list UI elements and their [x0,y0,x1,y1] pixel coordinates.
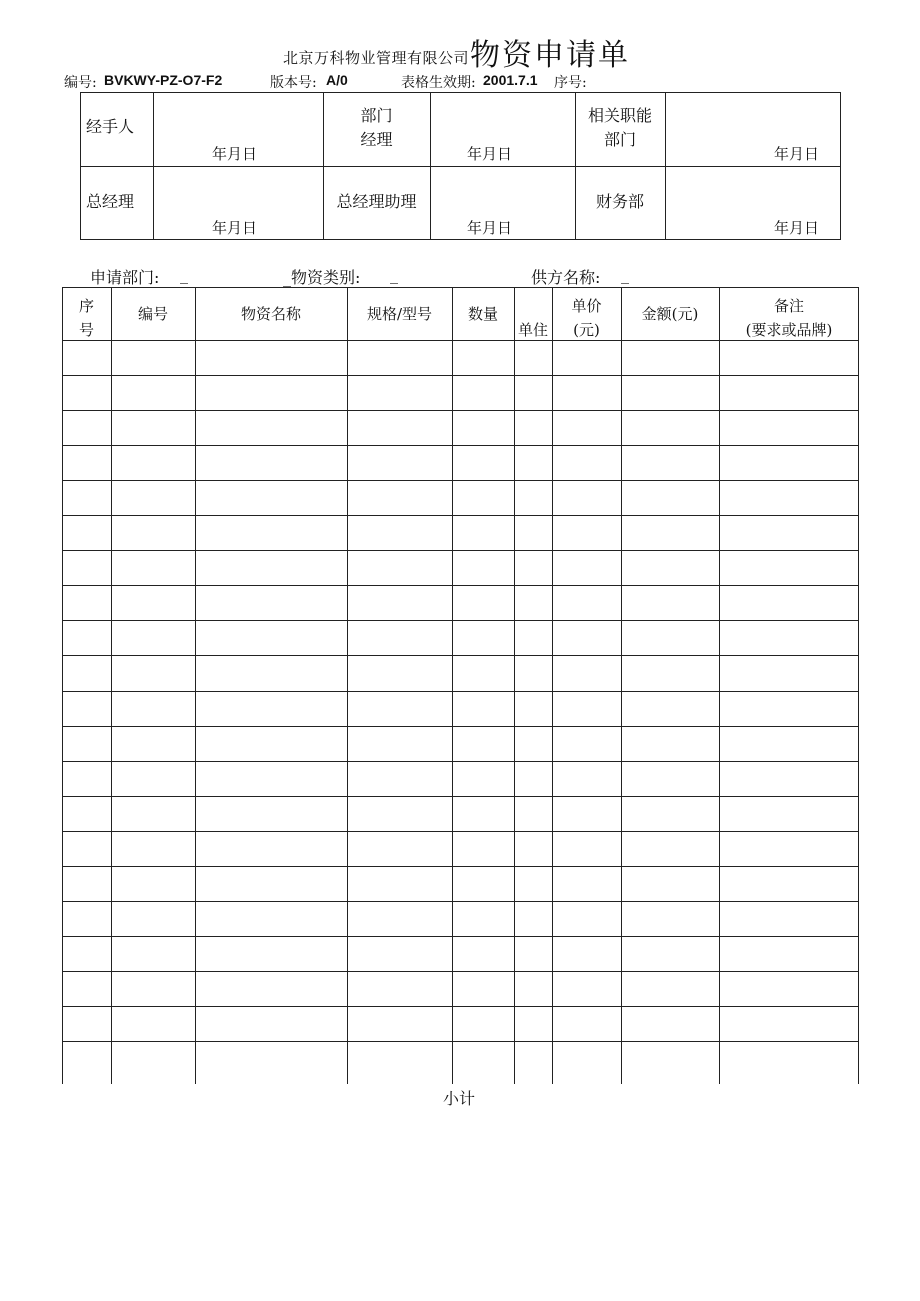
table-column-line [719,287,720,1084]
gm-assistant-date: 年月日 [467,219,513,237]
finance-date: 年月日 [774,219,820,237]
table-row-line [62,410,859,411]
grid-line [81,166,840,167]
table-row-line [62,287,859,288]
version-value: A/0 [326,72,348,88]
table-row-line [62,691,859,692]
header-price-2: (元) [573,321,600,339]
dept-manager-label-1: 部门 [360,106,393,125]
header-name: 物资名称 [240,305,301,323]
table-row-line [62,796,859,797]
table-row-line [62,550,859,551]
header-remark-1: 备注 [773,297,804,315]
finance-label: 财务部 [595,192,644,211]
approval-table [80,92,841,240]
items-table [62,287,859,1084]
table-row-line [62,375,859,376]
header-seq-2: 号 [78,321,94,339]
table-column-line [195,287,196,1084]
serial-label: 序号: [554,75,587,91]
table-column-line [514,287,515,1084]
header-code: 编号 [137,305,168,323]
effective-value: 2001.7.1 [483,72,538,88]
table-row-line [62,480,859,481]
header-remark-2: (要求或品牌) [745,321,833,339]
table-row-line [62,620,859,621]
request-dept-value: _ [180,265,188,284]
table-row-line [62,445,859,446]
code-label: 编号: [64,75,97,91]
table-row-line [62,655,859,656]
subtotal-label: 小计 [443,1089,476,1108]
company-name: 北京万科物业管理有限公司 [283,49,470,67]
dept-manager-label-2: 经理 [360,130,393,149]
table-column-line [858,287,859,1084]
header-qty: 数量 [467,305,498,323]
general-manager-date: 年月日 [212,219,258,237]
table-row-line [62,936,859,937]
document-title: 物资申请单 [470,38,630,73]
table-row-line [62,971,859,972]
request-dept-label: 申请部门: [90,268,160,287]
table-row-line [62,726,859,727]
handler-label: 经手人 [85,117,134,136]
handler-date: 年月日 [212,145,258,163]
table-column-line [62,287,63,1084]
title-row [0,30,920,73]
table-column-line [621,287,622,1084]
gm-assistant-label: 总经理助理 [336,192,417,211]
table-row-line [62,585,859,586]
table-column-line [347,287,348,1084]
header-price-1: 单价 [571,297,602,315]
header-seq-1: 序 [78,297,94,315]
table-row-line [62,761,859,762]
table-row-line [62,340,859,341]
general-manager-label: 总经理 [85,192,134,211]
related-dept-label-1: 相关职能 [587,106,652,125]
table-column-line [452,287,453,1084]
related-dept-date: 年月日 [774,145,820,163]
table-row-line [62,901,859,902]
table-row-line [62,1041,859,1042]
related-dept-label-2: 部门 [603,130,636,149]
category-label: _物资类别: [283,268,361,287]
dept-manager-date: 年月日 [467,145,513,163]
supplier-label: 供方名称: [531,268,601,287]
table-row-line [62,831,859,832]
table-column-line [552,287,553,1084]
category-value: _ [390,265,398,284]
table-column-line [111,287,112,1084]
table-row-line [62,1006,859,1007]
effective-label: 表格生效期: [401,75,476,91]
header-unit: 单住 [517,321,548,339]
header-amount: 金额(元) [641,305,699,323]
header-spec: 规格/型号 [366,305,433,323]
table-row-line [62,515,859,516]
version-label: 版本号: [270,75,317,91]
code-value: BVKWY-PZ-O7-F2 [104,72,223,88]
supplier-value: _ [621,265,629,284]
table-row-line [62,866,859,867]
